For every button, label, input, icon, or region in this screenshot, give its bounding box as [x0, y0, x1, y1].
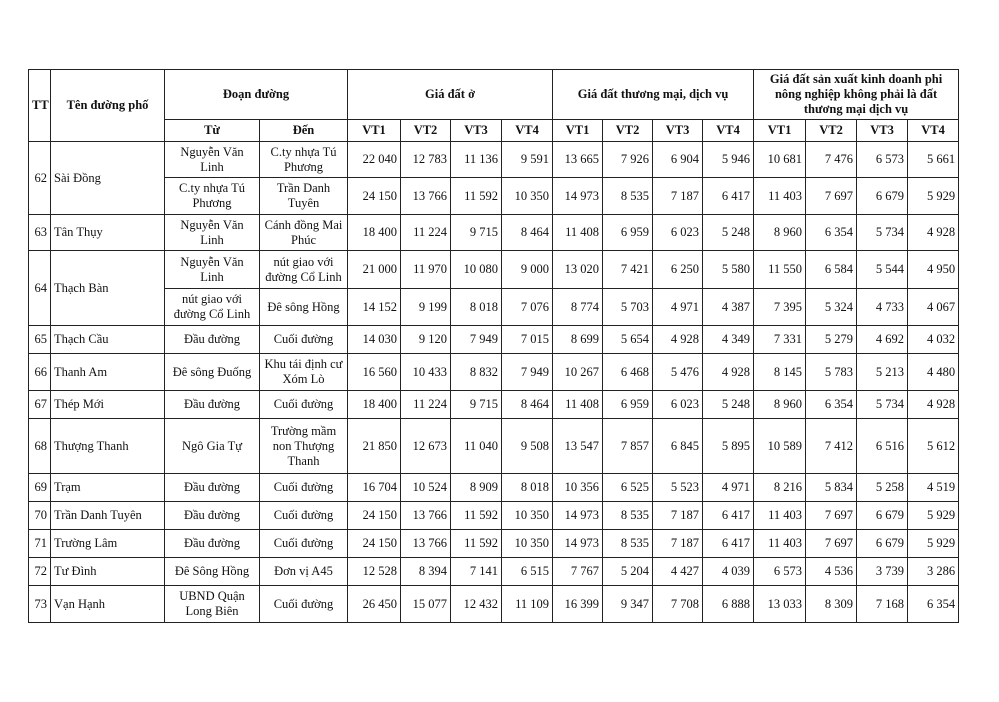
- price-cell: 7 187: [653, 530, 703, 558]
- price-cell: 4 032: [908, 326, 959, 354]
- price-cell: 5 279: [806, 326, 857, 354]
- table-row: [29, 586, 959, 623]
- header-street-name: Tên đường phố: [51, 70, 165, 142]
- price-cell: 4 928: [653, 326, 703, 354]
- row-number: 68: [29, 419, 51, 474]
- price-cell: 10 350: [502, 530, 553, 558]
- street-name: Trường Lâm: [51, 530, 165, 558]
- price-cell: 13 766: [401, 530, 451, 558]
- price-cell: 4 349: [703, 326, 754, 354]
- price-cell: 7 331: [754, 326, 806, 354]
- table-row: [29, 178, 959, 215]
- price-cell: 8 960: [754, 391, 806, 419]
- price-cell: 8 018: [502, 474, 553, 502]
- price-cell: 8 145: [754, 354, 806, 391]
- price-cell: 5 783: [806, 354, 857, 391]
- price-cell: 4 427: [653, 558, 703, 586]
- price-cell: 6 959: [603, 391, 653, 419]
- header-vt: VT4: [908, 120, 959, 142]
- price-cell: 6 959: [603, 215, 653, 251]
- segment-from: Đê Sông Hồng: [165, 558, 260, 586]
- price-cell: 7 926: [603, 142, 653, 178]
- row-number: 67: [29, 391, 51, 419]
- segment-from: Đầu đường: [165, 530, 260, 558]
- price-cell: 13 033: [754, 586, 806, 623]
- price-cell: 6 679: [857, 530, 908, 558]
- street-name: Trần Danh Tuyên: [51, 502, 165, 530]
- price-cell: 6 023: [653, 391, 703, 419]
- segment-to: C.ty nhựa Tú Phương: [260, 142, 348, 178]
- price-cell: 7 697: [806, 530, 857, 558]
- price-cell: 4 971: [653, 289, 703, 326]
- price-cell: 18 400: [348, 215, 401, 251]
- price-cell: 10 356: [553, 474, 603, 502]
- price-cell: 10 524: [401, 474, 451, 502]
- segment-to: Cuối đường: [260, 502, 348, 530]
- price-cell: 12 673: [401, 419, 451, 474]
- segment-to: Cuối đường: [260, 391, 348, 419]
- segment-from: UBND Quận Long Biên: [165, 586, 260, 623]
- price-cell: 5 248: [703, 215, 754, 251]
- price-cell: 6 845: [653, 419, 703, 474]
- price-cell: 11 550: [754, 251, 806, 289]
- price-cell: 9 591: [502, 142, 553, 178]
- price-cell: 6 417: [703, 530, 754, 558]
- price-cell: 4 928: [908, 215, 959, 251]
- land-price-table: [28, 69, 959, 623]
- header-vt: VT1: [553, 120, 603, 142]
- price-cell: 5 929: [908, 178, 959, 215]
- header-vt: VT3: [451, 120, 502, 142]
- header-vt: VT3: [653, 120, 703, 142]
- price-cell: 6 573: [857, 142, 908, 178]
- price-cell: 16 560: [348, 354, 401, 391]
- row-number: 72: [29, 558, 51, 586]
- price-cell: 8 699: [553, 326, 603, 354]
- price-cell: 11 592: [451, 530, 502, 558]
- price-cell: 6 250: [653, 251, 703, 289]
- price-cell: 7 708: [653, 586, 703, 623]
- price-cell: 5 654: [603, 326, 653, 354]
- price-cell: 5 929: [908, 502, 959, 530]
- price-cell: 14 973: [553, 178, 603, 215]
- price-cell: 4 519: [908, 474, 959, 502]
- header-vt: VT2: [603, 120, 653, 142]
- street-name: Trạm: [51, 474, 165, 502]
- price-cell: 9 199: [401, 289, 451, 326]
- price-cell: 4 950: [908, 251, 959, 289]
- row-number: 62: [29, 142, 51, 215]
- price-cell: 11 136: [451, 142, 502, 178]
- table-row: [29, 326, 959, 354]
- table-row: [29, 558, 959, 586]
- price-cell: 5 204: [603, 558, 653, 586]
- row-number: 63: [29, 215, 51, 251]
- price-cell: 7 949: [502, 354, 553, 391]
- price-cell: 5 834: [806, 474, 857, 502]
- street-name: Tư Đình: [51, 558, 165, 586]
- segment-from: Nguyễn Văn Linh: [165, 251, 260, 289]
- street-name: Thạch Cầu: [51, 326, 165, 354]
- table-row: [29, 502, 959, 530]
- price-cell: 6 354: [806, 215, 857, 251]
- price-cell: 7 697: [806, 502, 857, 530]
- price-cell: 7 187: [653, 502, 703, 530]
- table-row: [29, 354, 959, 391]
- price-cell: 4 039: [703, 558, 754, 586]
- price-cell: 7 187: [653, 178, 703, 215]
- price-cell: 11 040: [451, 419, 502, 474]
- segment-from: Nguyễn Văn Linh: [165, 142, 260, 178]
- price-cell: 7 697: [806, 178, 857, 215]
- header-subrow: [29, 120, 959, 142]
- price-cell: 10 681: [754, 142, 806, 178]
- price-cell: 5 895: [703, 419, 754, 474]
- segment-to: Đơn vị A45: [260, 558, 348, 586]
- price-cell: 8 535: [603, 502, 653, 530]
- segment-from: Đầu đường: [165, 326, 260, 354]
- price-cell: 6 888: [703, 586, 754, 623]
- table-row: [29, 419, 959, 474]
- price-cell: 4 733: [857, 289, 908, 326]
- price-cell: 21 850: [348, 419, 401, 474]
- table-row: [29, 474, 959, 502]
- price-cell: 6 679: [857, 178, 908, 215]
- price-cell: 16 399: [553, 586, 603, 623]
- segment-from: Đê sông Đuống: [165, 354, 260, 391]
- segment-to: Cuối đường: [260, 586, 348, 623]
- price-cell: 16 704: [348, 474, 401, 502]
- price-cell: 8 394: [401, 558, 451, 586]
- segment-to: Cuối đường: [260, 326, 348, 354]
- price-cell: 5 929: [908, 530, 959, 558]
- price-cell: 13 020: [553, 251, 603, 289]
- price-cell: 10 350: [502, 178, 553, 215]
- header-vt: VT2: [806, 120, 857, 142]
- price-cell: 6 525: [603, 474, 653, 502]
- price-cell: 6 516: [857, 419, 908, 474]
- price-cell: 6 354: [908, 586, 959, 623]
- price-cell: 11 403: [754, 502, 806, 530]
- header-tt: TT: [29, 70, 51, 142]
- street-name: Thạch Bàn: [51, 251, 165, 326]
- price-cell: 18 400: [348, 391, 401, 419]
- price-cell: 9 347: [603, 586, 653, 623]
- price-cell: 6 417: [703, 502, 754, 530]
- row-number: 73: [29, 586, 51, 623]
- price-cell: 6 904: [653, 142, 703, 178]
- header-commercial-price: Giá đất thương mại, dịch vụ: [553, 70, 754, 120]
- price-cell: 5 213: [857, 354, 908, 391]
- header-vt: VT3: [857, 120, 908, 142]
- price-cell: 10 267: [553, 354, 603, 391]
- price-cell: 14 030: [348, 326, 401, 354]
- price-cell: 11 592: [451, 502, 502, 530]
- price-cell: 3 286: [908, 558, 959, 586]
- price-cell: 14 973: [553, 530, 603, 558]
- segment-from: Ngô Gia Tự: [165, 419, 260, 474]
- price-cell: 10 350: [502, 502, 553, 530]
- price-cell: 11 403: [754, 530, 806, 558]
- price-cell: 8 909: [451, 474, 502, 502]
- price-cell: 9 120: [401, 326, 451, 354]
- segment-from: C.ty nhựa Tú Phương: [165, 178, 260, 215]
- header-vt: VT4: [502, 120, 553, 142]
- price-cell: 6 417: [703, 178, 754, 215]
- table-row: [29, 530, 959, 558]
- price-cell: 7 421: [603, 251, 653, 289]
- table-header: [29, 70, 959, 142]
- table-row: [29, 289, 959, 326]
- price-cell: 8 960: [754, 215, 806, 251]
- price-cell: 4 536: [806, 558, 857, 586]
- price-cell: 7 949: [451, 326, 502, 354]
- price-cell: 8 464: [502, 215, 553, 251]
- header-from: Từ: [165, 120, 260, 142]
- segment-to: Trần Danh Tuyên: [260, 178, 348, 215]
- price-cell: 6 679: [857, 502, 908, 530]
- price-cell: 7 395: [754, 289, 806, 326]
- price-cell: 7 076: [502, 289, 553, 326]
- price-cell: 9 715: [451, 215, 502, 251]
- table-row: [29, 142, 959, 178]
- segment-from: Đầu đường: [165, 474, 260, 502]
- price-cell: 24 150: [348, 530, 401, 558]
- price-cell: 7 857: [603, 419, 653, 474]
- price-cell: 8 535: [603, 178, 653, 215]
- table-row: [29, 251, 959, 289]
- header-to: Đến: [260, 120, 348, 142]
- street-name: Vạn Hạnh: [51, 586, 165, 623]
- price-cell: 12 432: [451, 586, 502, 623]
- segment-to: Khu tái định cư Xóm Lò: [260, 354, 348, 391]
- price-cell: 5 248: [703, 391, 754, 419]
- price-cell: 7 015: [502, 326, 553, 354]
- price-cell: 8 018: [451, 289, 502, 326]
- segment-to: Cuối đường: [260, 474, 348, 502]
- price-cell: 7 767: [553, 558, 603, 586]
- price-cell: 6 515: [502, 558, 553, 586]
- table-body: [29, 142, 959, 623]
- price-cell: 4 387: [703, 289, 754, 326]
- table-row: [29, 391, 959, 419]
- price-cell: 10 589: [754, 419, 806, 474]
- price-cell: 5 703: [603, 289, 653, 326]
- segment-from: Đầu đường: [165, 391, 260, 419]
- segment-to: Cuối đường: [260, 530, 348, 558]
- price-cell: 13 766: [401, 502, 451, 530]
- price-cell: 5 523: [653, 474, 703, 502]
- price-cell: 7 476: [806, 142, 857, 178]
- price-cell: 11 109: [502, 586, 553, 623]
- price-cell: 7 412: [806, 419, 857, 474]
- segment-from: nút giao với đường Cổ Linh: [165, 289, 260, 326]
- price-cell: 26 450: [348, 586, 401, 623]
- street-name: Sài Đồng: [51, 142, 165, 215]
- price-cell: 8 535: [603, 530, 653, 558]
- row-number: 65: [29, 326, 51, 354]
- header-segment: Đoạn đường: [165, 70, 348, 120]
- segment-to: nút giao với đường Cổ Linh: [260, 251, 348, 289]
- row-number: 69: [29, 474, 51, 502]
- price-cell: 10 433: [401, 354, 451, 391]
- street-name: Thượng Thanh: [51, 419, 165, 474]
- price-cell: 5 258: [857, 474, 908, 502]
- price-cell: 9 715: [451, 391, 502, 419]
- price-cell: 24 150: [348, 178, 401, 215]
- price-cell: 5 734: [857, 215, 908, 251]
- price-cell: 12 783: [401, 142, 451, 178]
- street-name: Thép Mới: [51, 391, 165, 419]
- price-cell: 13 665: [553, 142, 603, 178]
- price-cell: 8 309: [806, 586, 857, 623]
- price-cell: 6 584: [806, 251, 857, 289]
- header-residential-price: Giá đất ở: [348, 70, 553, 120]
- price-cell: 8 464: [502, 391, 553, 419]
- price-cell: 5 661: [908, 142, 959, 178]
- price-cell: 11 224: [401, 391, 451, 419]
- price-cell: 4 928: [703, 354, 754, 391]
- price-cell: 11 970: [401, 251, 451, 289]
- price-cell: 5 544: [857, 251, 908, 289]
- price-cell: 14 973: [553, 502, 603, 530]
- price-cell: 4 480: [908, 354, 959, 391]
- header-production-price: Giá đất sản xuất kinh doanh phi nông nghiệp không phải là đất thương mại dịch vụ: [754, 70, 959, 120]
- price-cell: 6 573: [754, 558, 806, 586]
- price-cell: 24 150: [348, 502, 401, 530]
- price-cell: 5 476: [653, 354, 703, 391]
- price-cell: 5 612: [908, 419, 959, 474]
- price-cell: 13 547: [553, 419, 603, 474]
- price-cell: 4 692: [857, 326, 908, 354]
- price-cell: 12 528: [348, 558, 401, 586]
- price-cell: 4 928: [908, 391, 959, 419]
- price-cell: 7 168: [857, 586, 908, 623]
- street-name: Thanh Am: [51, 354, 165, 391]
- price-cell: 8 216: [754, 474, 806, 502]
- price-cell: 21 000: [348, 251, 401, 289]
- price-cell: 9 508: [502, 419, 553, 474]
- segment-from: Đầu đường: [165, 502, 260, 530]
- price-cell: 11 403: [754, 178, 806, 215]
- price-cell: 5 946: [703, 142, 754, 178]
- header-vt: VT2: [401, 120, 451, 142]
- header-vt: VT1: [754, 120, 806, 142]
- segment-from: Nguyễn Văn Linh: [165, 215, 260, 251]
- price-cell: 11 408: [553, 215, 603, 251]
- price-cell: 11 408: [553, 391, 603, 419]
- price-cell: 3 739: [857, 558, 908, 586]
- price-cell: 13 766: [401, 178, 451, 215]
- price-cell: 11 224: [401, 215, 451, 251]
- row-number: 70: [29, 502, 51, 530]
- price-cell: 4 971: [703, 474, 754, 502]
- table-row: [29, 215, 959, 251]
- row-number: 64: [29, 251, 51, 326]
- segment-to: Trường mầm non Thượng Thanh: [260, 419, 348, 474]
- price-cell: 5 734: [857, 391, 908, 419]
- price-cell: 22 040: [348, 142, 401, 178]
- price-cell: 8 774: [553, 289, 603, 326]
- price-cell: 7 141: [451, 558, 502, 586]
- price-cell: 6 468: [603, 354, 653, 391]
- row-number: 66: [29, 354, 51, 391]
- price-cell: 5 580: [703, 251, 754, 289]
- price-cell: 15 077: [401, 586, 451, 623]
- price-cell: 10 080: [451, 251, 502, 289]
- price-cell: 9 000: [502, 251, 553, 289]
- row-number: 71: [29, 530, 51, 558]
- price-cell: 11 592: [451, 178, 502, 215]
- price-cell: 5 324: [806, 289, 857, 326]
- segment-to: Cánh đồng Mai Phúc: [260, 215, 348, 251]
- segment-to: Đê sông Hồng: [260, 289, 348, 326]
- price-cell: 4 067: [908, 289, 959, 326]
- header-vt: VT1: [348, 120, 401, 142]
- price-cell: 8 832: [451, 354, 502, 391]
- price-cell: 6 354: [806, 391, 857, 419]
- street-name: Tân Thụy: [51, 215, 165, 251]
- header-vt: VT4: [703, 120, 754, 142]
- price-cell: 6 023: [653, 215, 703, 251]
- price-cell: 14 152: [348, 289, 401, 326]
